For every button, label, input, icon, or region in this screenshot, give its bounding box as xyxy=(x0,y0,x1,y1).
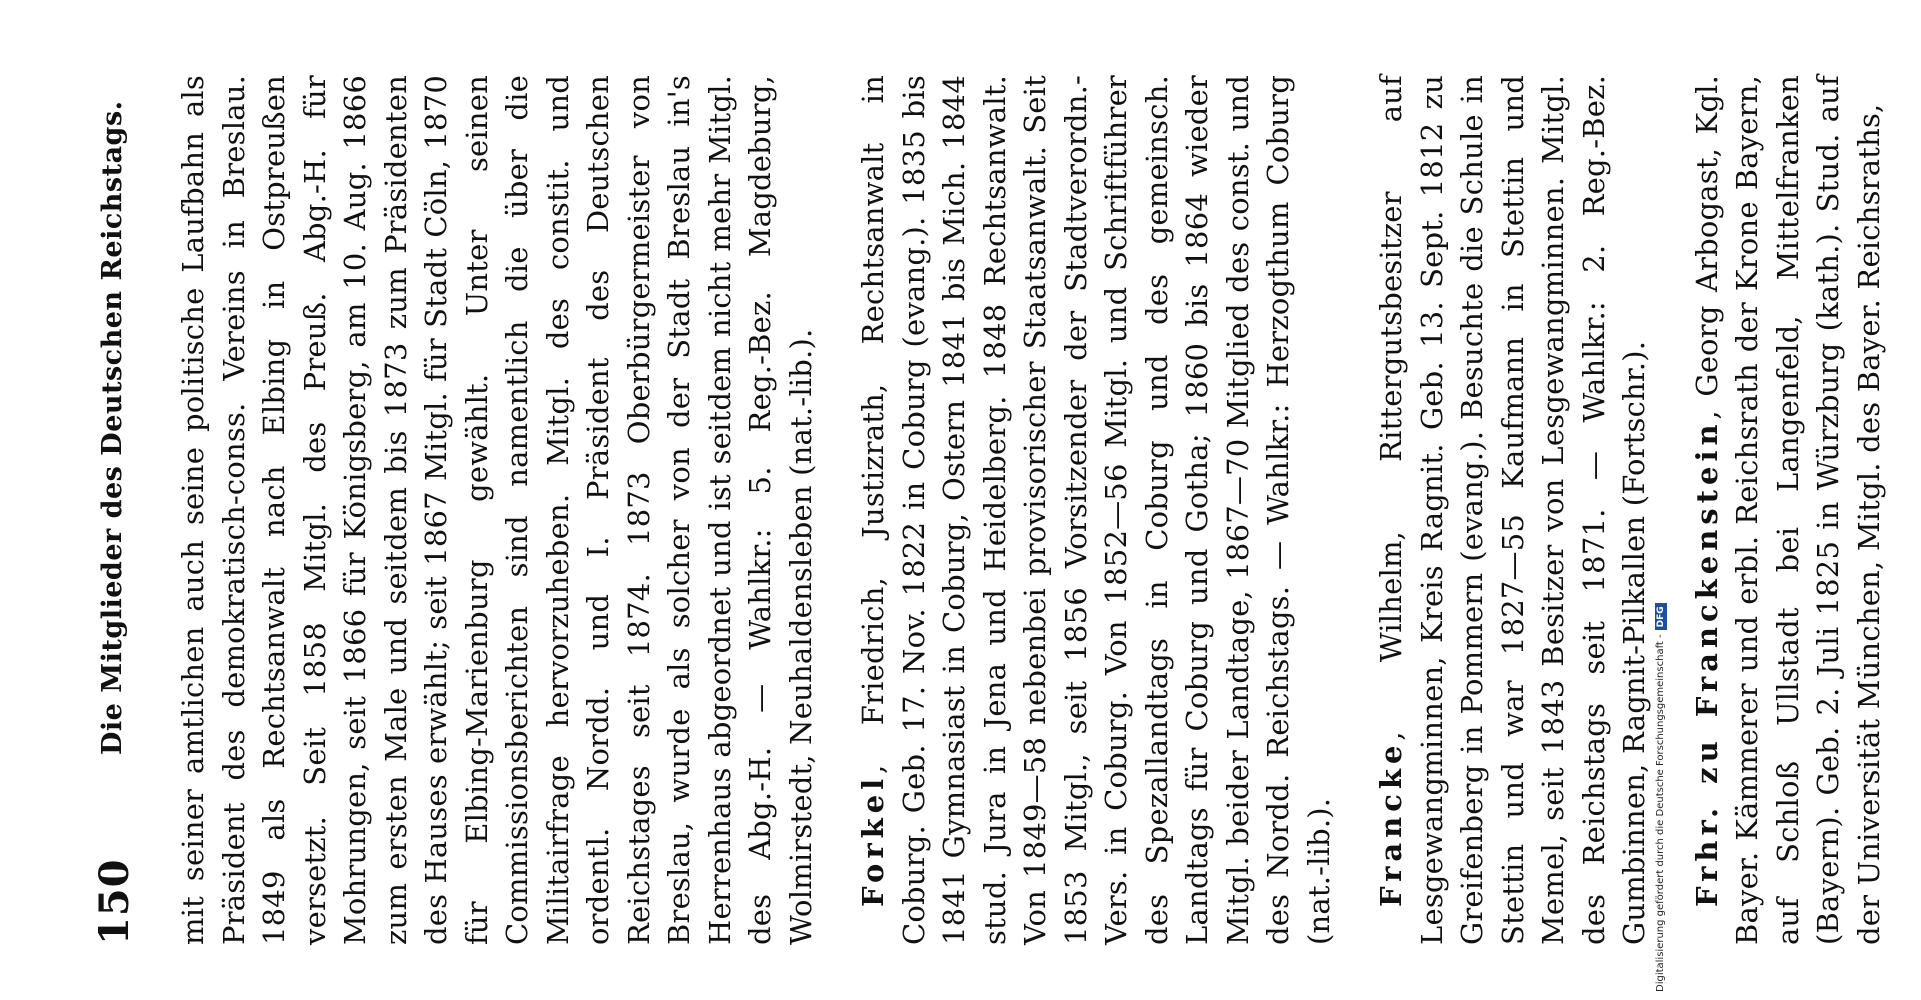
dfg-logo: DFG xyxy=(1655,603,1667,630)
running-head-title: Die Mitglieder des Deutschen Reichstags. xyxy=(97,100,128,755)
credit-text: Digitalisierung gefördert durch die Deutsche Forschungsgemeinschaft - xyxy=(1655,634,1666,992)
running-head xyxy=(91,75,141,945)
entry-forkel xyxy=(853,75,1339,945)
entry-text: , Georg Arbogast, Kgl. Bayer. Kämmerer und erbl. Reichsrath der Krone Bayern, auf Schloß Ullstadt bei Langenfeld, Mittelfranken (Bayern). Geb. 2. Juli 1825 in Würzburg (kath.). Stud. auf der Universität München, Mitgl. des Bayer. Reichsraths, xyxy=(1689,75,1886,945)
entry-francke xyxy=(1371,75,1655,945)
entry-franckenstein xyxy=(1687,75,1890,945)
paragraph-continued xyxy=(173,75,821,945)
entry-name: Frhr. zu Franckenstein xyxy=(1689,419,1724,907)
entry-name: Forkel xyxy=(856,773,890,907)
paragraph-text: mit seiner amtlichen auch seine politische Laufbahn als Präsident des demokratisch-conss. Vereins in Breslau. 1849 als Rechtsanwalt nach Elbing in Ostpreußen versetzt. Seit 1858 Mitgl. des Preuß. Abg.-H. für Mohrungen, seit 1866 für Königsberg, am 10. Aug. 1866 zum ersten Male und seitdem bis 1873 zum Präsidenten des Hauses erwählt; seit 1867 Mitgl. für Stadt Cöln, 1870 für Elbing-Marienburg gewählt. Unter seinen Commissionsberichten sind namentlich die über die Militairfrage hervorzuheben. Mitgl. des constit. und ordentl. Nordd. und I. Präsident des Deutschen Reichstages seit 1874. 1873 Oberbürgermeister von Breslau, wurde als solcher von der Stadt Breslau in's Herrenhaus abgeordnet und ist seitdem nicht mehr Mitgl. des Abg.-H. — Wahlkr.: 5. Reg.-Bez. Magdeburg, Wolmirstedt, Neuhaldensleben (nat.-lib.). xyxy=(176,75,818,945)
digitization-credit xyxy=(1655,2,1667,992)
page-number: 150 xyxy=(91,858,138,945)
entry-name: Francke xyxy=(1374,740,1408,907)
entry-text: , Wilhelm, Rittergutsbesitzer auf Lesgewangminnen, Kreis Ragnit. Geb. 13. Sept. 1812 zu Greifenberg in Pommern (evang.). Besuchte die Schule in Stettin und war 1827—55 Kaufmann in Stettin und Memel, seit 1843 Besitzer von Lesgewangminnen. Mitgl. des Reichstags seit 1871. — Wahlkr.: 2. Reg.-Bez. Gumbinnen, Ragnit-Pilkallen (Fortschr.). xyxy=(1374,75,1651,945)
entry-text: , Friedrich, Justizrath, Rechtsanwalt in Coburg. Geb. 17. Nov. 1822 in Coburg (evang.). 1835 bis 1841 Gymnasiast in Coburg, Ostern 1841 bis Mich. 1844 stud. Jura in Jena und Heidelberg. 1848 Rechtsanwalt. Von 1849—58 nebenbei provisorischer Staatsanwalt. Seit 1853 Mitgl., seit 1856 Vorsitzender der Stadtverordn.-Vers. in Coburg. Von 1852—56 Mitgl. und Schriftführer des Spezallandtags in Coburg und des gemeinsch. Landtags für Coburg und Gotha; 1860 bis 1864 wieder Mitgl. beider Landtage, 1867—70 Mitglied des const. und des Nordd. Reichstags. — Wahlkr.: Herzogthum Coburg (nat.-lib.). xyxy=(856,75,1336,945)
book-page xyxy=(73,65,1886,965)
